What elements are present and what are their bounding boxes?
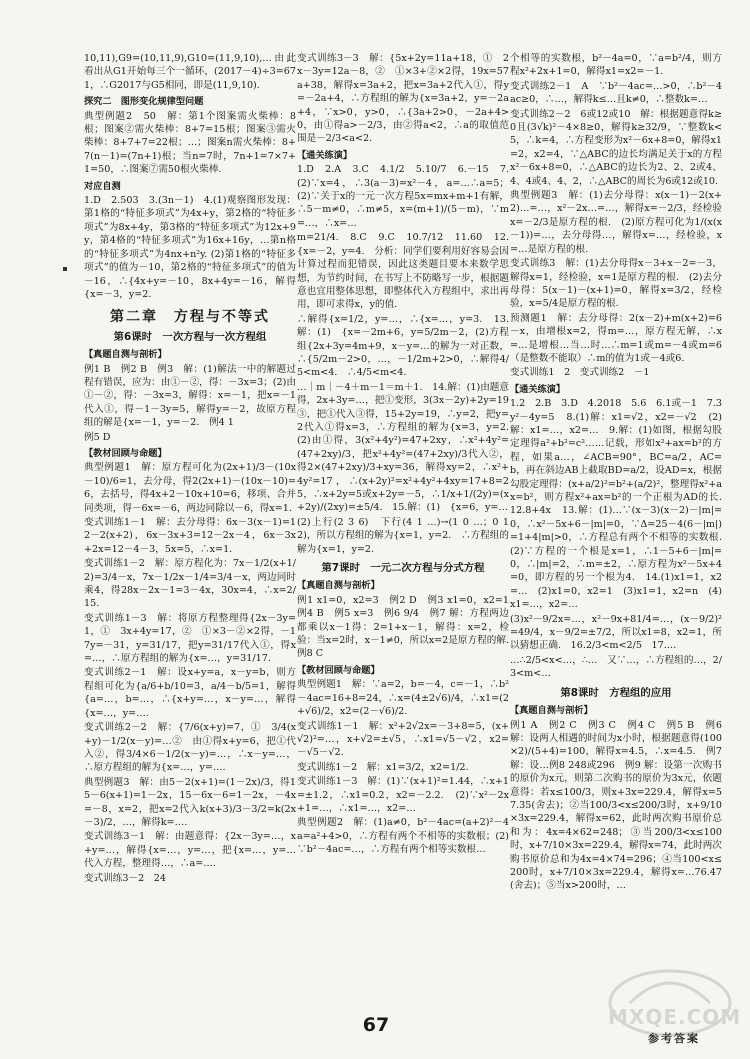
section-heading: 探究二 图形变化规律型问题 bbox=[84, 96, 204, 108]
lesson-title: 第7课时 一元二次方程与分式方程 bbox=[321, 562, 485, 575]
answer-paragraph: 1.D 2.A 3.C 4.1/2 5.10/7 6.－15 7.(2)∵x=4，∴3(a－3)=x²－4，a=…∴a=5；(2)∵关于x的一元一次方程5x=mx+m+1有解，∴5－m≠0，∴m≠5，x=(m+1)/(5－m)，∵m=…，∴x=… bbox=[297, 164, 509, 229]
answer-paragraph: 变式训练3－3 解：{5x+2y=11a+18，① 2x－3y=12a－8，② ①×3+②×2得，19x=57a+38，解得x=3a+2，把x=3a+2代入①，得y=－2a+4，∴方程组的解为{x=3a+2，y=－2a+4，∵x>0，y>0，∴{3a+2>0，－2a+4>0，由①得a>－2/3，由②得a<2，∴a的取值范围是－2/3<a<2. bbox=[297, 53, 509, 145]
answer-paragraph: (3)x²－9/2x=…，x²－9x+81/4=…，(x－9/2)²=49/4，x－9/2=±7/2，所以x1=8，x2=1，所以猜想正确. 16.2/3<m<2/5 17.… bbox=[510, 613, 722, 652]
answer-paragraph: 例1 x1=0，x2=3 例2 D 例3 x1=0，x2=1 例4 B 例5 x=3 例6 9/4 例7 解：方程两边都乘以x－1得：2=1+x－1，解得：x=2，检验：当x=2时，x－1≠0，所以x=2是原方程的解. 例8 C bbox=[297, 594, 509, 660]
section-heading: 【真题自测与剖析】 bbox=[297, 580, 380, 592]
section-heading: 【真题自测与剖析】 bbox=[84, 349, 167, 361]
section-heading: 【真题自测与剖析】 bbox=[510, 705, 593, 717]
section-heading: 【教材回顾与命题】 bbox=[297, 664, 380, 676]
answer-paragraph: 10,11),G9=(10,11,9),G10=(11,9,10),…由此看出从G1开始每三个一循环，(2017－4)÷3=671，∴G2017与G5相同，即是(11,9,10). bbox=[84, 53, 296, 91]
page-number: 67 bbox=[362, 1014, 390, 1036]
answer-paragraph: 变式训练1－2 解：原方程化为：7x－1/2(x+1/2)=3/4－x，7x－1/2x－1/4=3/4－x，两边同时乘4，得28x－2x－1=3－4x，30x=4，∴x=2/15. bbox=[84, 558, 296, 610]
answer-paragraph: 变式训练1－1 解：x²+2√2x=－3+8=5，(x+√2)²=…，x+√2=±√5，∴x1=√5－√2，x2=－√5－√2. bbox=[297, 720, 509, 759]
margin-dash bbox=[63, 267, 67, 271]
section-heading: 对应自测 bbox=[84, 180, 121, 192]
answer-paragraph: 典型例题3 解：(1)去分母得：x(x－1)－2(x+2)…=…，x²－2x…=…，解得x=－2/3，经检验x=－2/3是原方程的根. (2)原方程可化为1/(x(x－1))=…，去分母得…，解得x=…，经检验，x=…是原方程的根. bbox=[510, 190, 722, 255]
answer-paragraph: …∴2/5<x<…，∴… 又∵…，∴方程组的…，2/3<m<… bbox=[510, 654, 722, 680]
answer-paragraph: 典型例题2 解：(1)a≠0，b²－4ac=(a+2)²－4a=a²+4>0，∴方程有两个不相等的实数根；(2)∵b²－4ac=…，∴方程有两个相等实数根… bbox=[297, 817, 509, 856]
answer-paragraph: 典型例题2 50 解：第1个图案需火柴棒：8根；图案②需火柴棒：8+7=15根；图案③需火柴棒：8+7+7=22根；…；图案n需火柴棒：8+7(n－1)=(7n+1)根；当n=7时，7n+1=7×7+1=50，∴图案⑦需50根火柴棒. bbox=[84, 110, 296, 176]
answer-paragraph: 变式训练2－1 解：设x+y=a，x－y=b，则方程组可化为{a/6+b/10=3，a/4－b/5=1，解得{a=…，b=…，∴{x+y=…，x－y=…，解得{x=…，y=…. bbox=[84, 667, 296, 719]
answer-paragraph: 变式训练1－1 解：去分母得：6x－3(x－1)=12－2(x+2)，6x－3x+3=12－2x－4，6x－3x+2x=12－4－3，5x=5，∴x=1. bbox=[84, 517, 296, 555]
answer-paragraph: 变式训练2－2 解：{7/6(x+y)=7，① 3/4(x+y)－1/2(x－y)=…② 由①得x+y=6，把①代入②，得3/4×6－1/2(x－y)=…，∴x－y=…，∴原方程组的解为{x=…，y=…. bbox=[84, 722, 296, 774]
answer-paragraph: 变式训练1 2 变式训练2 －1 bbox=[510, 367, 650, 379]
answer-paragraph: 1.D 2.503 3.(3n－1) 4.(1)观察图形发现：第1格的“特征多项式”为4x+y，第2格的“特征多项式”为8x+4y，第3格的“特征多项式”为12x+9y，第4格的“特征多项式”为16x+16y，…第n格的“特征多项式”为4nx+n²y. (2)第1格的“特征多项式”的值为－10，第2格的“特征多项式”的值为－16，∴{4x+y=－10，8x+4y=－16，解得{x=－3，y=2. bbox=[84, 195, 296, 300]
answer-paragraph: 典型例题1 解：原方程可化为(2x+1)/3－(10x－10)/6=1，去分母，得2(2x+1)－(10x－10)=6，去括号，得4x+2－10x+10=6，移项、合并同类项，得－6x=－6，两边同除以－6，得x=1. bbox=[84, 462, 296, 514]
answer-paragraph: 例1 A 例2 C 例3 C 例4 C 例5 B 例6 解：设两人相遇的时间为x小时，根据题意得(100×2)/(5+4)=100，解得x=4.5，∴x=4.5. 例7 解：设…例8 248或296 例9 解：设第一次购书的原价为x元，则第二次购书的原价为3x元，依题意得：若x≤100/3，则x+3x=229.4，解得x=57.35(舍去)；②当100/3<x≤200/3时，x+9/10×3x=229.4，解得x=62，此时两次购书原价总和为：4x=4×62=248；③当200/3<x≤100时，x+7/10×3x=229.4，解得x=74，此时两次购书原价总和为4x=4×74=296；④当100<x≤200时，x+7/10×3x=229.4，解得x=…76.47(舍去)；⑤当x>200时，… bbox=[510, 719, 722, 892]
answer-paragraph: 变式训练3－2 24 bbox=[84, 872, 166, 884]
answer-paragraph: 例1 B 例2 B 例3 解：(1)解法一中的解题过程有错误，应为：由①－②，得：－3x=3；(2)由①－②，得：－3x=3，解得：x=－1，把x=－1代入①，得－1－3y=5，解得y=－2，故原方程组的解是{x=－1，y=－2. 例4 1 bbox=[84, 363, 296, 429]
answer-paragraph: …｜m｜－4＋m－1＝m＋1. 14.解：(1)由题意得，2x+3y=…，把①变形，3(3x－2y)+2y=19 ③，把①代入③得，15+2y=19，∴y=2，把y=2代入①得x=3，∴方程组的解为{x=3，y=2. (2)由①得，3(x²+4y²)=47+2xy，∴x²+4y²=(47+2xy)/3，把x²+4y²=(47+2xy)/3代入②，得2×(47+2xy)/3+xy=36，解得xy=2，∴x²+4y²=17，∴(x+2y)²=x²+4y²+4xy=17+8=25，∴x+2y=5或x+2y=－5，∴1/x+1/(2y)=(x+2y)/(2xy)=±5/4. 15.解：(1) {x=6，y=… bbox=[297, 381, 509, 514]
answer-paragraph: 预测题1 解：去分母得：2(x－2)+m(x+2)=6－x，由增根x=2，得m=…，原方程无解，∴x=…是增根…当…时…∴m=1或m=－4或m=6（是整数不能取）∴m的值为1或－4或6. bbox=[510, 312, 722, 364]
answer-paragraph: 变式训练1－3 解：将原方程整理得{2x－3y=1，① 3x+4y=17，② ①×3－②×2得，－17y=－31，y=31/17，把y=31/17代入①，得x=…，∴原方程组的解为{x=…，y=31/17. bbox=[84, 612, 296, 665]
section-heading: 【通关练演】 bbox=[297, 149, 353, 161]
column-left bbox=[84, 52, 296, 1012]
answer-paragraph: 变式训练3－1 解：由题意得：{2x－3y=…，x+y=…，解得{x=…，y=…，把{x=…，y=…代入方程，整理得…，∴a=…. bbox=[84, 831, 296, 870]
answer-paragraph: 1.2 2.B 3.D 4.2018 5.6 6.1或－1 7.3y²－4y=5 8.(1)解：x1=√2，x2=－√2 (2)解：x1=…，x2=… 9.解：(1)如图，根据勾股定理得a²+b²=c²……记载，形如x²+ax=b²的方程，如果a…，∠ACB=90°，BC=a/2，AC=b，再在斜边AB上截取BD=a/2，设AD=x，根据勾股定理得：(x+a/2)²=b²+(a/2)²，整理得x²+ax=b²，则方程x²+ax=b²的一个正根为AD的长. 12.8+4x 13.解：(1)…∵(x－3)(x－2)－|m|=0，∴x²－5x+6－|m|=0，∵Δ=25－4(6－|m|)=1+4|m|>0，∴方程总有两个不相等的实数根. (2)∵方程的一个根是x=1，∴1－5+6－|m|=0，∴|m|=2，∴m=±2，∴原方程为x²－5x+4=0，即方程的另一个根为4. 14.(1)x1=1，x2=… (2)x1=0，x2=1 (3)x1=1，x2=n (4)x1=…，x2=… bbox=[510, 398, 722, 611]
column-middle bbox=[297, 52, 509, 1012]
answer-paragraph: ∴解得{x=1/2，y=…，∴{x=…，y=3. 13.解：(1) {x=－2m+6，y=5/2m－2，(2)方程组{2x+3y=4m+9，x－y=…的解为一对正数，∴{5/2m－2>0，…，－1/2m+2>0，∴解得4/5<m<4. ∴4/5<m<4. bbox=[297, 313, 509, 379]
chapter-title: 第二章 方程与不等式 bbox=[110, 309, 270, 326]
answer-paragraph: 典型例题1 解：∵a=2，b=－4，c=－1，∴b²－4ac=16+8=24，∴x=(4±2√6)/4，∴x1=(2+√6)/2，x2=(2－√6)/2. bbox=[297, 679, 509, 718]
answer-paragraph: 个相等的实数根，b²－4a=0，∵a=b²/4，则方程x²+2x+1=0，解得x1=x2=－1. bbox=[510, 53, 722, 78]
section-heading: 【通关练演】 bbox=[510, 383, 566, 395]
answer-paragraph: 变式训练3 解：(1)去分母得x－3+x－2=－3，解得x=1，经检验，x=1是原方程的根. (2)去分母得：5(x－1)－(x+1)=0，解得x=3/2，经检验，x=5/4是原方程的根. bbox=[510, 258, 722, 310]
answer-paragraph: m=21/4. 8.C 9.C 10.7/12 11.60 12.{x=－2，y=4. 分析：同学们要利用好容易会因计算过程而犯错误，因此这类题目要本来数学思想，为节约时间，在书写上不防略写一步，根据题意也宜用整体思想，即整体代入方程组中，求出再用，即可求得x，y的值. bbox=[297, 232, 509, 311]
footer-label: 参考答案 bbox=[648, 1032, 700, 1045]
section-heading: 【教材回顾与命题】 bbox=[84, 447, 167, 459]
lesson-title: 第6课时 一次方程与一次方程组 bbox=[113, 330, 267, 343]
answer-paragraph: 典型例题3 解：由5－2(x+1)=(1－2x)/3，得15－6(x+1)=1－2x，15－6x－6=1－2x，－4x=－8，x=2，把x=2代入k(x+3)/3－3/2=k(2x－3)/2，…，解得k=…. bbox=[84, 776, 296, 828]
lesson-title: 第8课时 方程组的应用 bbox=[560, 686, 672, 699]
column-right bbox=[510, 52, 722, 1012]
answer-paragraph: (2)上行(2 3 6) 下行(4 1 …)→(1 0 …；0 1 2)，所以方程组的解为{x=1，y=2. ∴方程组的解为{x=1，y=2. bbox=[297, 516, 509, 555]
watermark-text: MXQE.COM bbox=[608, 1005, 742, 1029]
watermark bbox=[600, 965, 740, 1055]
answer-paragraph: 变式训练1－3 解：(1)∵(x+1)²=1.44，∴x+1=±1.2，∴x1=0.2，x2=－2.2. (2)∵x²－2x+1=…，∴x1=…，x2=… bbox=[297, 776, 509, 814]
answer-paragraph: 例5 D bbox=[84, 431, 111, 443]
answer-paragraph: 变式训练2－1 A ∵b²－4ac=…>0，∴b²－4ac≥0，∴…，解得k≤…且k≠0，∴整数k=… bbox=[510, 80, 722, 106]
answer-paragraph: 变式训练1－2 解：x1=3/2，x2=1/2. bbox=[297, 761, 469, 773]
answer-paragraph: 变式训练2－2 6或12或10 解：根据题意得k≥0且(3√k)²－4×8≥0，解得k≥32/9，∵整数k<5，∴k=4，∴方程变形为x²－6x+8=0，解得x1=2，x2=4，∵△ABC的边长均满足关于x的方程x²－6x+8=0，∴△ABC的边长为2、2、2或4、4、4或4、4、2，∴△ABC的周长为6或12或10. bbox=[510, 108, 722, 187]
